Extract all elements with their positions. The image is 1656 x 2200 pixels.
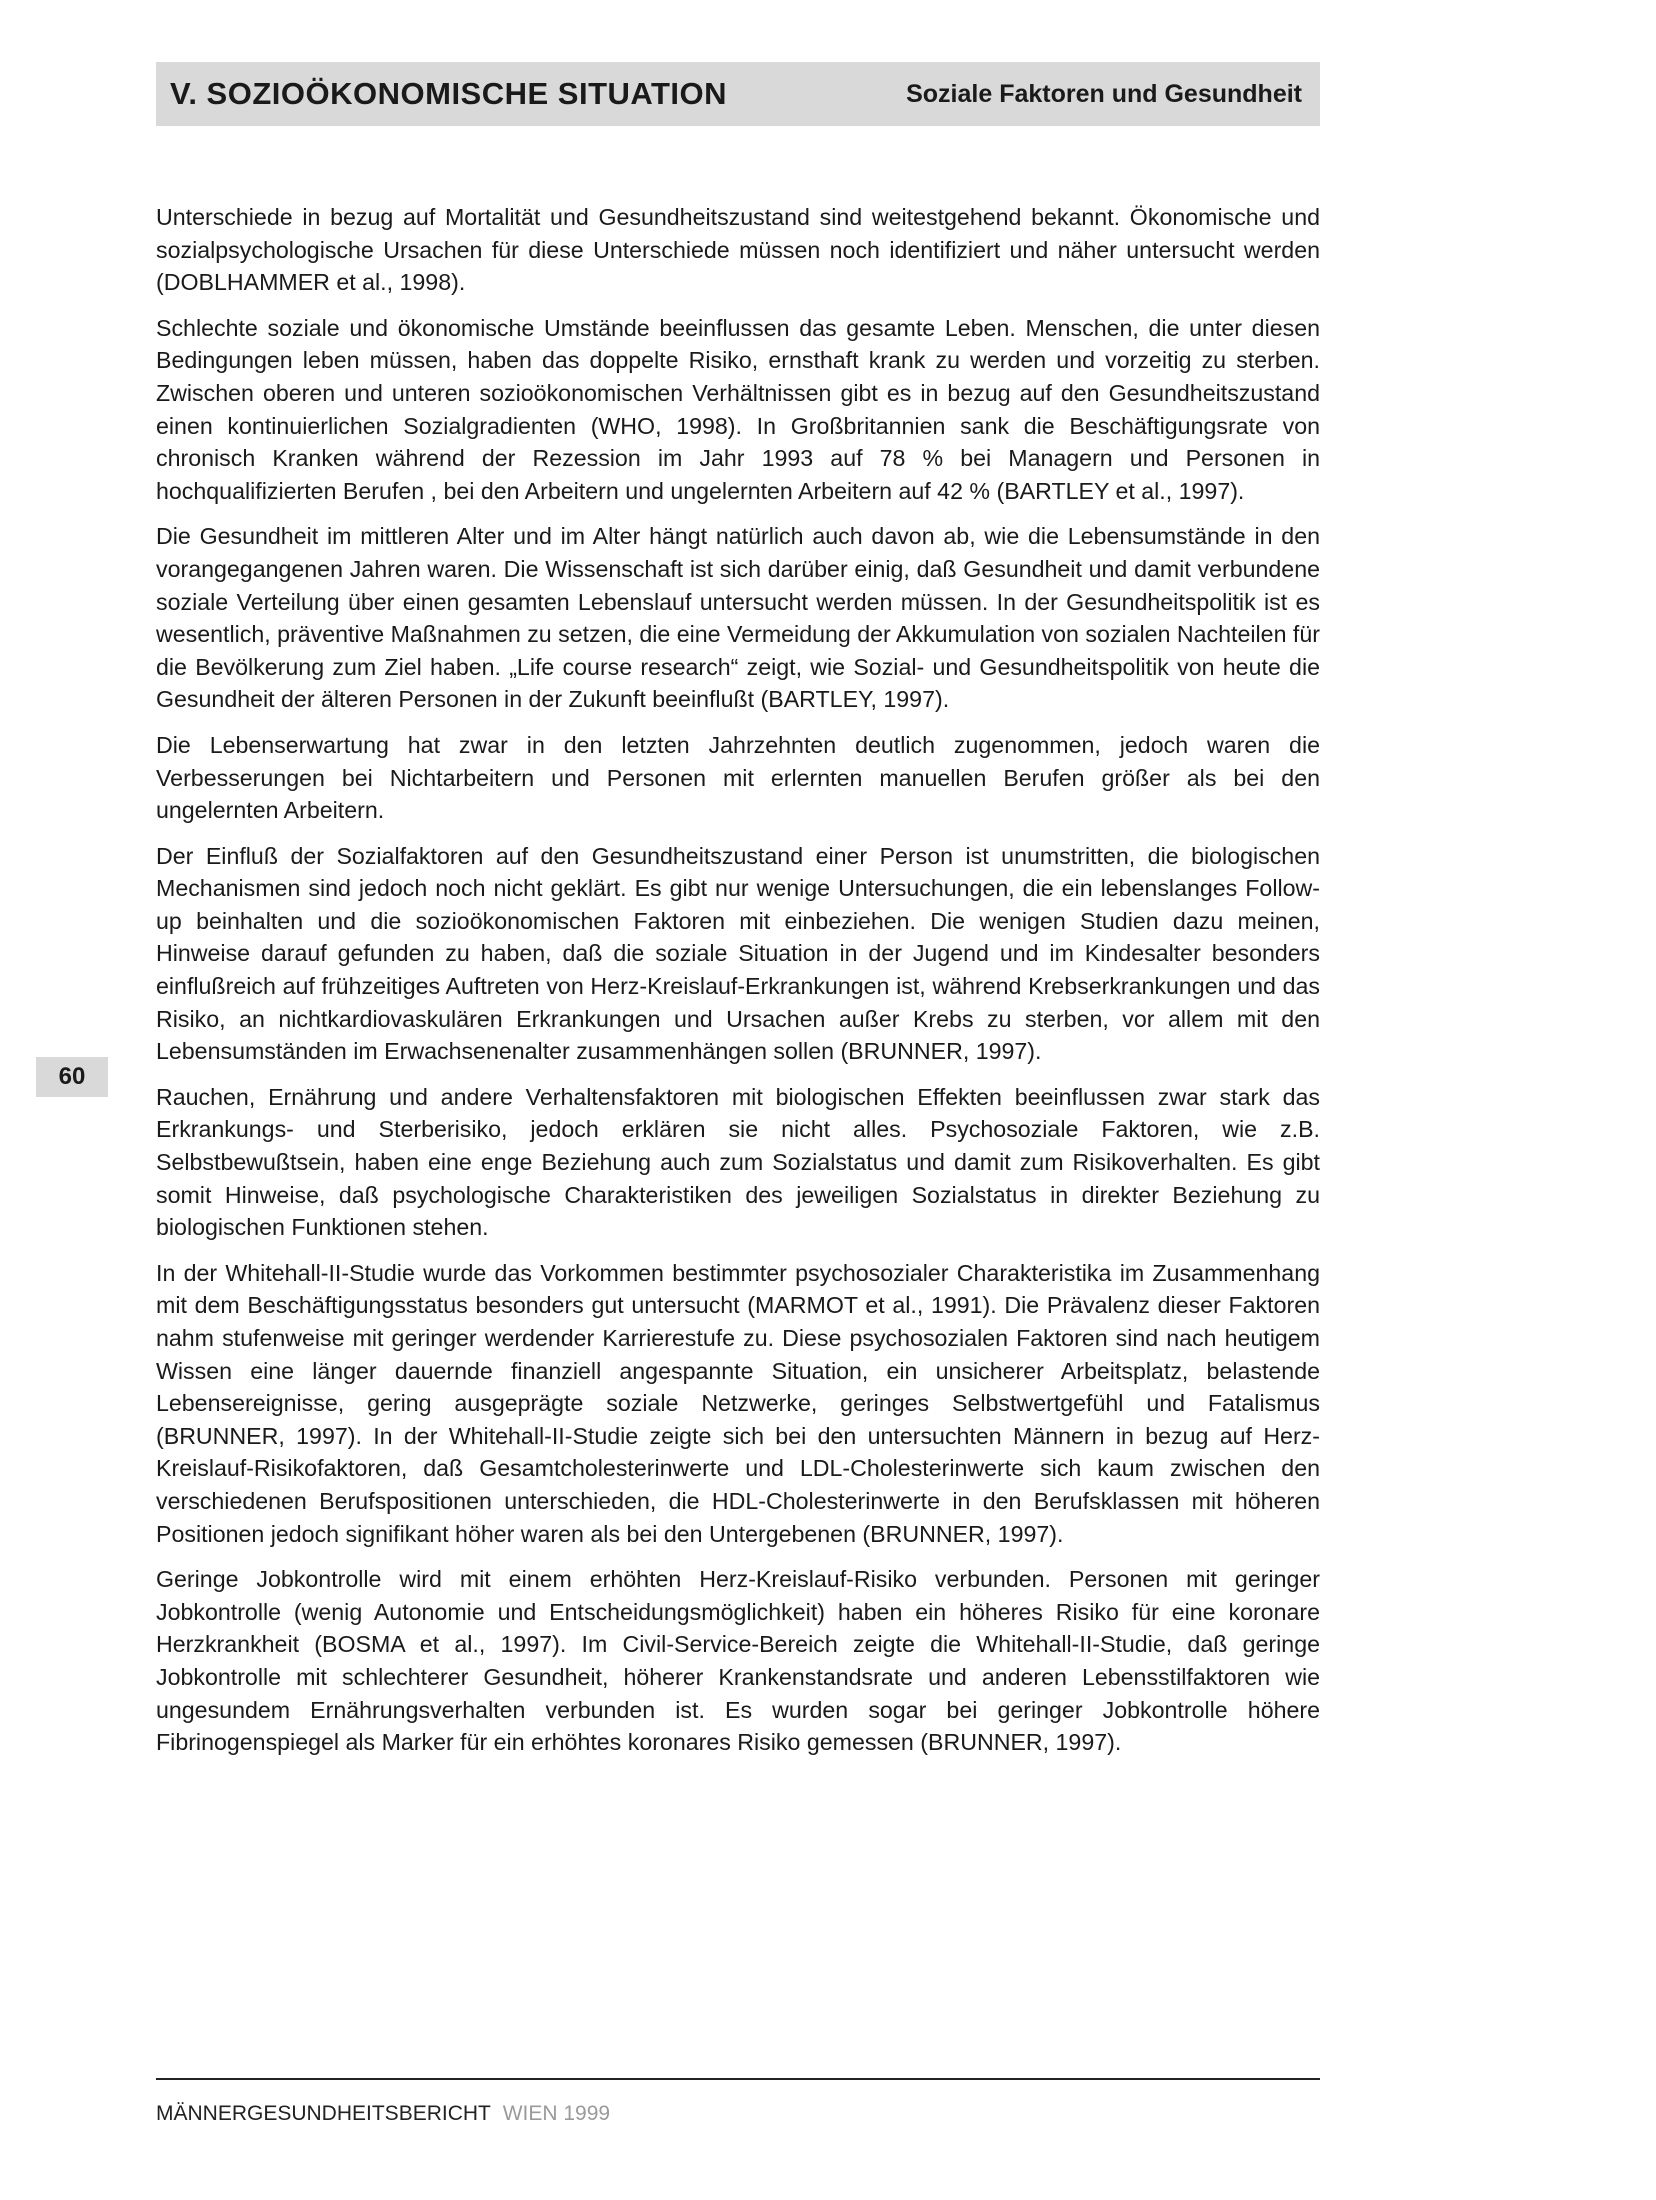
- paragraph: Die Lebenserwartung hat zwar in den letzten Jahrzehnten deutlich zugenommen, jedoch waren die Verbesserungen bei Nichtarbeitern und Personen mit erlernten manuellen Berufen größer als bei den ungelernten Arbeitern.: [156, 731, 1320, 824]
- page-number: 60: [36, 1057, 108, 1097]
- paragraph: Die Gesundheit im mittleren Alter und im Alter hängt natürlich auch davon ab, wie die Lebensumstände in den vorangegangenen Jahren waren. Die Wissenschaft ist sich darüber einig, daß Gesundheit und damit verbundene soziale Verteilung über einen gesamten Lebenslauf untersucht werden müssen. In der Gesundheitspolitik ist es wesentlich, präventive Maßnahmen zu setzen, die eine Vermeidung der Akkumulation von sozialen Nachteilen für die Bevölkerung zum Ziel haben. „Life course research“ zeigt, wie Sozial- und Gesundheitspolitik von heute die Gesundheit der älteren Personen in der Zukunft beeinflußt (BARTLEY, 1997).: [156, 523, 1320, 713]
- paragraph: Unterschiede in bezug auf Mortalität und Gesundheitszustand sind weitestgehend bekannt. Ökonomische und sozialpsychologische Ursachen für diese Unterschiede müssen noch identifiziert und näher untersucht werden (DOBLHAMMER et al., 1998).: [156, 204, 1320, 296]
- paragraph: In der Whitehall-II-Studie wurde das Vorkommen bestimmter psychosozialer Charakteristika im Zusammenhang mit dem Beschäftigungsstatus besonders gut untersucht (MARMOT et al., 1991). Die Prävalenz dieser Faktoren nahm stufenweise mit geringer werdender Karrierestufe zu. Diese psychosozialen Faktoren sind nach heutigem Wissen eine länger dauernde finanziell angespannte Situation, ein unsicherer Arbeitsplatz, belastende Lebensereignisse, gering ausgeprägte soziale Netzwerke, geringes Selbstwertgefühl und Fatalismus (BRUNNER, 1997). In der Whitehall-II-Studie zeigte sich bei den untersuchten Männern in bezug auf Herz-Kreislauf-Risikofaktoren, daß Gesamtcholesterinwerte und LDL-Cholesterinwerte sich kaum zwischen den verschiedenen Berufspositionen unterschieden, die HDL-Cholesterinwerte in den Berufsklassen mit höheren Positionen jedoch signifikant höher waren als bei den Untergebenen (BRUNNER, 1997).: [156, 1259, 1320, 1547]
- paragraph: Geringe Jobkontrolle wird mit einem erhöhten Herz-Kreislauf-Risiko verbunden. Personen mit geringer Jobkontrolle (wenig Autonomie und Entscheidungsmöglichkeit) haben ein höheres Risiko für eine koronare Herzkrankheit (BOSMA et al., 1997). Im Civil-Service-Bereich zeigte die Whitehall-II-Studie, daß geringe Jobkontrolle mit schlechterer Gesundheit, höherer Krankenstandsrate und anderen Lebensstilfaktoren wie ungesundem Ernährungsverhalten verbunden ist. Es wurden sogar bei geringer Jobkontrolle höhere Fibrinogenspiegel als Marker für ein erhöhtes koronares Risiko gemessen (BRUNNER, 1997).: [156, 1566, 1320, 1756]
- footer-report-edition: WIEN 1999: [502, 2102, 611, 2125]
- footer: [156, 2102, 610, 2126]
- footer-report-title: MÄNNERGESUNDHEITSBERICHT: [156, 2102, 491, 2125]
- paragraph: Schlechte soziale und ökonomische Umstände beeinflussen das gesamte Leben. Menschen, die unter diesen Bedingungen leben müssen, haben das doppelte Risiko, ernsthaft krank zu werden und vorzeitig zu sterben. Zwischen oberen und unteren sozioökonomischen Verhältnissen gibt es in bezug auf den Gesundheitszustand einen kontinuierlichen Sozialgradienten (WHO, 1998). In Großbritannien sank die Beschäftigungsrate von chronisch Kranken während der Rezession im Jahr 1993 auf 78 % bei Managern und Personen in hochqualifizierten Berufen , bei den Arbeitern und ungelernten Arbeitern auf 42 % (BARTLEY et al., 1997).: [156, 314, 1320, 504]
- body-text: [156, 201, 1320, 1772]
- chapter-title: V. SOZIOÖKONOMISCHE SITUATION: [170, 76, 728, 111]
- paragraph: Rauchen, Ernährung und andere Verhaltensfaktoren mit biologischen Effekten beeinflussen zwar stark das Erkrankungs- und Sterberisiko, jedoch erklären sie nicht alles. Psychosoziale Faktoren, wie z.B. Selbstbewußtsein, haben eine enge Beziehung auch zum Sozialstatus und damit zum Risikoverhalten. Es gibt somit Hinweise, daß psychologische Charakteristiken des jeweiligen Sozialstatus in direkter Beziehung zu biologischen Funktionen stehen.: [156, 1083, 1320, 1241]
- chapter-header: [156, 62, 1320, 126]
- paragraph: Der Einfluß der Sozialfaktoren auf den Gesundheitszustand einer Person ist unumstritten, die biologischen Mechanismen sind jedoch noch nicht geklärt. Es gibt nur wenige Untersuchungen, die ein lebenslanges Follow-up beinhalten und die sozioökonomischen Faktoren mit einbeziehen. Die wenigen Studien dazu meinen, Hinweise darauf gefunden zu haben, daß die soziale Situation in der Jugend und im Kindesalter besonders einflußreich auf frühzeitiges Auftreten von Herz-Kreislauf-Erkrankungen ist, während Krebserkrankungen und das Risiko, an nichtkardiovaskulären Erkrankungen und Ursachen außer Krebs zu sterben, vor allem mit den Lebensumständen im Erwachsenenalter zusammenhängen sollen (BRUNNER, 1997).: [156, 842, 1320, 1065]
- section-topic: Soziale Faktoren und Gesundheit: [906, 80, 1302, 108]
- footer-divider: [156, 2078, 1320, 2080]
